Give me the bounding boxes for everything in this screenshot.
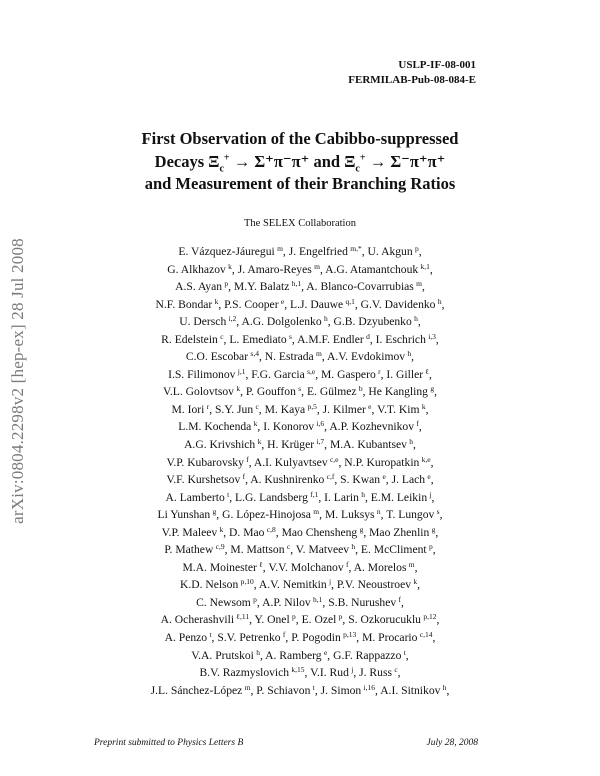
author-name: P.V. Neoustroev <box>336 578 412 592</box>
author-name: E. Gülmez <box>306 385 357 399</box>
author-name: A.S. Ayan <box>175 280 223 294</box>
author-affiliation: m <box>277 244 283 253</box>
author-line: E. Vázquez-Jáuregui $^m$, J. Engelfried $^{m,*}$, U. Akgun $^p$, <box>178 244 422 258</box>
author-affiliation: k <box>214 296 219 306</box>
author-name: P. Gouffon <box>245 385 296 399</box>
author-name: F.G. Garcia <box>251 367 305 381</box>
xi-c-plus-1: $\Xi_c^+$ <box>208 151 230 174</box>
author-name: R. Edelstein <box>161 332 218 346</box>
author-affiliation: q,1 <box>345 296 355 306</box>
author-name: P. Mathew <box>164 543 214 557</box>
author-line: Li Yunshan $^g$, G. López-Hinojosa $^m$, M. Luksys $^n$, T. Lungov $^s$, <box>157 507 443 522</box>
author-affiliation: k,e <box>421 454 431 464</box>
author-name: S. Kwan <box>340 473 381 487</box>
author-name: A.G. Krivshich <box>184 438 256 452</box>
author-affiliation: m,* <box>350 244 362 253</box>
decay-arrow-2: → <box>369 151 387 171</box>
author-affiliation: k <box>413 577 418 587</box>
author-affiliation: p <box>338 612 343 622</box>
author-affiliation: c <box>286 542 291 552</box>
author-affiliation: r <box>206 401 210 411</box>
title-line-1: First Observation of the Cabibbo-suppressed <box>141 129 459 148</box>
author-affiliation: p <box>224 279 229 289</box>
author-line: L.M. Kochenda $^k$, I. Konorov $^{i,6}$, A.P. Kozhevnikov $^f$, <box>178 419 422 434</box>
author-affiliation: c,f <box>326 472 335 482</box>
author-line: A. Ocherashvili $^{\ell,11}$, Y. Onel $^p$, E. Ozel $^p$, S. Ozkorucuklu $^{p,12}$, <box>160 612 440 627</box>
author-name: J.L. Sánchez-López <box>150 683 243 697</box>
author-name: M. Mattson <box>230 543 285 557</box>
author-affiliation: m <box>416 279 422 289</box>
author-affiliation: k <box>228 261 232 271</box>
author-affiliation: p <box>414 244 419 253</box>
author-affiliation: e <box>280 296 285 306</box>
author-affiliation: j <box>429 489 432 499</box>
author-line: U. Dersch $^{i,2}$, A.G. Dolgolenko $^h$, G.B. Dzyubenko $^h$, <box>179 314 421 329</box>
author-name: P. Schiavon <box>256 683 311 697</box>
author-affiliation: g <box>430 384 435 394</box>
author-affiliation: m <box>313 507 320 517</box>
author-affiliation: p,5 <box>307 401 317 411</box>
author-name: L. Emediato <box>229 332 287 346</box>
author-affiliation: k <box>219 524 224 534</box>
author-affiliation: g <box>212 507 217 517</box>
author-name: P.S. Cooper <box>224 297 279 311</box>
author-affiliation: s <box>288 331 292 341</box>
author-affiliation: e <box>382 472 386 482</box>
author-name: V.V. Molchanov <box>268 560 344 574</box>
author-affiliation: c,9 <box>215 542 225 552</box>
author-affiliation: k <box>236 384 241 394</box>
author-name: S.B. Nurushev <box>328 595 397 609</box>
submission-note: Preprint submitted to Physics Letters B <box>94 738 244 748</box>
author-affiliation: h <box>409 437 414 447</box>
author-affiliation: s,4 <box>250 349 259 359</box>
author-affiliation: t <box>209 630 212 640</box>
author-name: D. Mao <box>229 525 265 539</box>
decay2-products: Σ⁻π⁺π⁺ <box>390 151 446 171</box>
author-line: M. Iori $^r$, S.Y. Jun $^c$, M. Kaya $^{p,5}$, J. Kilmer $^e$, V.T. Kim $^k$, <box>171 401 429 416</box>
author-line: A. Penzo $^t$, S.V. Petrenko $^f$, P. Pogodin $^{p,13}$, M. Procario $^{c,14}$, <box>164 630 436 645</box>
author-affiliation: c <box>220 331 224 341</box>
author-affiliation: i,6 <box>316 419 325 429</box>
author-name: I.S. Filimonov <box>168 367 236 381</box>
author-affiliation: h <box>256 647 260 657</box>
author-affiliation: h <box>407 349 412 359</box>
collaboration-name: The SELEX Collaboration <box>244 218 356 229</box>
author-line: I.S. Filimonov $^{j,1}$, F.G. Garcia $^{s,e}$, M. Gaspero $^r$, I. Giller $^\ell$, <box>168 366 432 381</box>
author-affiliation: h <box>414 314 418 324</box>
author-affiliation: r <box>378 366 381 376</box>
author-name: Mao Zhenlin <box>369 525 430 539</box>
author-affiliation: k <box>253 419 258 429</box>
arxiv-stamp <box>6 206 30 556</box>
author-name: V.I. Rud <box>310 666 349 680</box>
author-name: Li Yunshan <box>157 508 211 522</box>
author-name: He Kangling <box>368 385 428 399</box>
author-name: M.Y. Balatz <box>233 280 290 294</box>
author-name: M.A. Moinester <box>182 560 257 574</box>
author-line: K.D. Nelson $^{p,10}$, A.V. Nemitkin $^j$, P.V. Neoustroev $^k$, <box>179 577 421 592</box>
author-name: M. Luksys <box>324 508 375 522</box>
title-line-2 <box>80 151 520 174</box>
author-affiliation: n <box>376 507 381 517</box>
author-name: M. Kaya <box>264 402 306 416</box>
author-line: P. Mathew $^{c,9}$, M. Mattson $^c$, V. Matveev $^h$, E. McCliment $^p$, <box>164 542 436 557</box>
author-line: V.P. Maleev $^k$, D. Mao $^{c,8}$, Mao Chensheng $^g$, Mao Zhenlin $^g$, <box>161 524 439 539</box>
author-name: T. Lungov <box>386 508 435 522</box>
author-affiliation: b <box>358 384 363 394</box>
author-name: J. Russ <box>359 666 392 680</box>
author-name: V.F. Kurshetsov <box>166 473 241 487</box>
author-name: A.I. Kulyavtsev <box>253 455 328 469</box>
page-footer <box>94 738 478 748</box>
author-name: I. Eschrich <box>375 332 426 346</box>
author-affiliation: ℓ <box>259 559 263 569</box>
author-affiliation: j,1 <box>237 366 246 376</box>
author-name: V.P. Maleev <box>161 525 218 539</box>
author-name: B.V. Razmyslovich <box>199 666 290 680</box>
author-line: V.A. Prutskoi $^h$, A. Ramberg $^e$, G.F. Rappazzo $^t$, <box>191 647 409 662</box>
author-name: A. Ocherashvili <box>160 613 235 627</box>
author-name: M. Gaspero <box>321 367 376 381</box>
author-name: P. Pogodin <box>291 631 341 645</box>
author-affiliation: h,1 <box>313 594 323 604</box>
author-name: E. McCliment <box>360 543 427 557</box>
author-line: B.V. Razmyslovich $^{k,15}$, V.I. Rud $^j$, J. Russ $^c$, <box>199 665 401 680</box>
author-affiliation: j <box>351 665 354 675</box>
author-name: G.B. Dzyubenko <box>333 315 412 329</box>
author-affiliation: g <box>359 524 364 534</box>
author-affiliation: h <box>323 314 328 324</box>
author-affiliation: m <box>244 682 251 692</box>
author-name: V. Matveev <box>295 543 350 557</box>
author-affiliation: j <box>328 577 332 587</box>
author-affiliation: s <box>436 507 440 517</box>
author-name: A.G. Dolgolenko <box>241 315 322 329</box>
title-decays-word: Decays <box>154 151 205 171</box>
author-name: L.M. Kochenda <box>178 420 252 434</box>
author-affiliation: h <box>351 542 356 552</box>
author-affiliation: e <box>427 472 431 482</box>
author-line: C.O. Escobar $^{s,4}$, N. Estrada $^m$, A.V. Evdokimov $^h$, <box>185 349 415 364</box>
author-line: C. Newsom $^p$, A.P. Nilov $^{h,1}$, S.B. Nurushev $^f$, <box>196 594 404 609</box>
author-name: J. Engelfried <box>288 245 348 258</box>
author-line: N.F. Bondar $^k$, P.S. Cooper $^e$, L.J. Dauwe $^{q,1}$, G.V. Davidenko $^h$, <box>155 296 445 311</box>
author-list <box>70 243 530 699</box>
author-name: H. Krüger <box>267 438 315 452</box>
author-name: V.P. Kubarovsky <box>166 455 244 469</box>
author-affiliation: k,1 <box>420 261 430 271</box>
author-affiliation: f <box>416 419 419 429</box>
author-line: R. Edelstein $^c$, L. Emediato $^s$, A.M.F. Endler $^d$, I. Eschrich $^{i,3}$, <box>161 331 439 346</box>
author-name: J. Simon <box>320 683 362 697</box>
author-name: L.G. Landsberg <box>235 490 308 504</box>
author-affiliation: f <box>282 630 286 640</box>
author-affiliation: f <box>242 472 246 482</box>
author-name: M. Iori <box>171 402 205 416</box>
decay1-products: Σ⁺π⁻π⁺ <box>254 151 310 171</box>
author-name: G.F. Rappazzo <box>333 648 402 662</box>
author-affiliation: i,3 <box>428 331 436 341</box>
author-affiliation: f <box>345 559 349 569</box>
author-name: I. Larin <box>324 490 359 504</box>
author-line: J.L. Sánchez-López $^m$, P. Schiavon $^t$, J. Simon $^{i,16}$, A.I. Sitnikov $^h$, <box>150 682 450 697</box>
author-name: C.O. Escobar <box>185 350 249 364</box>
author-affiliation: c,14 <box>419 630 433 640</box>
author-affiliation: d <box>366 331 370 341</box>
author-affiliation: e <box>368 401 372 411</box>
author-line: A. Lamberto $^t$, L.G. Landsberg $^{f,1}$, I. Larin $^h$, E.M. Leikin $^j$, <box>165 489 435 504</box>
author-affiliation: m <box>316 349 322 359</box>
author-affiliation: t <box>403 647 406 657</box>
author-affiliation: m <box>408 559 415 569</box>
author-affiliation: t <box>312 682 315 692</box>
report-number-uaslp: USLP-IF-08-001 <box>398 59 476 71</box>
title-and-word: and <box>313 151 341 171</box>
author-affiliation: c,e <box>329 454 339 464</box>
author-affiliation: k <box>421 401 426 411</box>
author-name: V.T. Kim <box>377 402 420 416</box>
author-name: S.Y. Jun <box>214 402 254 416</box>
author-name: L.J. Dauwe <box>290 297 344 311</box>
title-line-3: and Measurement of their Branching Ratios <box>144 174 456 193</box>
author-name: A.M.F. Endler <box>297 332 364 346</box>
author-name: A.V. Evdokimov <box>327 350 406 364</box>
author-name: S.V. Petrenko <box>217 631 281 645</box>
author-affiliation: h <box>437 296 442 306</box>
author-affiliation: m <box>314 261 320 271</box>
author-name: A.P. Kozhevnikov <box>329 420 415 434</box>
author-name: I. Konorov <box>263 420 315 434</box>
author-name: J. Amaro-Reyes <box>237 262 312 276</box>
author-affiliation: h <box>361 489 365 499</box>
author-affiliation: ℓ,11 <box>236 612 250 622</box>
author-name: I. Giller <box>386 367 424 381</box>
author-name: G. Alkhazov <box>167 262 226 276</box>
author-name: S. Ozkorucuklu <box>348 613 421 627</box>
report-numbers <box>348 58 476 88</box>
author-name: A.I. Sitnikov <box>380 683 441 697</box>
author-name: A. Morelos <box>353 560 407 574</box>
author-name: E. Ozel <box>301 613 337 627</box>
author-affiliation: k,15 <box>291 665 305 675</box>
author-affiliation: p <box>253 594 257 604</box>
author-name: N. Estrada <box>264 350 314 364</box>
author-line: A.S. Ayan $^p$, M.Y. Balatz $^{h,1}$, A. Blanco-Covarrubias $^m$, <box>175 279 425 294</box>
author-name: M.A. Kubantsev <box>329 438 407 452</box>
author-name: V.L. Golovtsov <box>163 385 234 399</box>
author-name: A. Penzo <box>164 631 208 645</box>
author-name: J. Kilmer <box>322 402 366 416</box>
author-name: E. Vázquez-Jáuregui <box>178 245 275 258</box>
footer-date: July 28, 2008 <box>426 738 478 748</box>
report-number-fermilab: FERMILAB-Pub-08-084-E <box>348 74 476 86</box>
author-affiliation: f <box>246 454 249 464</box>
author-affiliation: c <box>394 665 398 675</box>
author-line: V.F. Kurshetsov $^f$, A. Kushnirenko $^{c,f}$, S. Kwan $^e$, J. Lach $^e$, <box>166 472 434 487</box>
author-name: A. Lamberto <box>165 490 225 504</box>
author-name: G.V. Davidenko <box>360 297 436 311</box>
author-affiliation: c <box>255 401 259 411</box>
author-name: C. Newsom <box>196 595 251 609</box>
author-affiliation: p,13 <box>343 630 357 640</box>
author-affiliation: e <box>323 647 328 657</box>
author-affiliation: s <box>298 384 302 394</box>
author-name: A.G. Atamantchouk <box>325 262 419 276</box>
author-name: G. López-Hinojosa <box>222 508 311 522</box>
author-name: A.V. Nemitkin <box>258 578 327 592</box>
author-name: N.P. Kuropatkin <box>344 455 420 469</box>
author-name: E.M. Leikin <box>370 490 428 504</box>
author-affiliation: g <box>431 524 436 534</box>
author-name: M. Procario <box>362 631 418 645</box>
author-name: A. Ramberg <box>265 648 322 662</box>
paper-title <box>80 128 520 196</box>
xi-c-plus-2: $\Xi_c^+$ <box>344 151 366 174</box>
author-name: U. Akgun <box>367 245 413 258</box>
arxiv-identifier[interactable]: arXiv:0804.2298v2 [hep-ex] 28 Jul 2008 <box>8 238 28 524</box>
author-name: V.A. Prutskoi <box>191 648 254 662</box>
author-affiliation: i,7 <box>316 437 325 447</box>
author-affiliation: p <box>292 612 296 622</box>
author-name: U. Dersch <box>179 315 227 329</box>
author-name: Y. Onel <box>254 613 290 627</box>
author-affiliation: p <box>428 542 433 552</box>
author-affiliation: h,1 <box>291 279 302 289</box>
author-line: V.L. Golovtsov $^k$, P. Gouffon $^s$, E. Gülmez $^b$, He Kangling $^g$, <box>163 384 437 399</box>
author-affiliation: h <box>442 682 447 692</box>
author-affiliation: t <box>227 489 230 499</box>
author-name: A.P. Nilov <box>262 595 311 609</box>
author-affiliation: p,12 <box>423 612 437 622</box>
author-affiliation: s,e <box>307 366 316 376</box>
author-name: A. Blanco-Covarrubias <box>306 280 414 294</box>
author-affiliation: i,2 <box>228 314 237 324</box>
author-line: M.A. Moinester $^\ell$, V.V. Molchanov $^f$, A. Morelos $^m$, <box>182 559 418 574</box>
decay-arrow-1: → <box>233 151 251 171</box>
author-name: N.F. Bondar <box>155 297 213 311</box>
author-affiliation: p,10 <box>240 577 254 587</box>
author-affiliation: k <box>257 437 262 447</box>
author-affiliation: f <box>398 594 402 604</box>
author-name: A. Kushnirenko <box>250 473 325 487</box>
author-name: K.D. Nelson <box>179 578 239 592</box>
author-line: V.P. Kubarovsky $^f$, A.I. Kulyavtsev $^{c,e}$, N.P. Kuropatkin $^{k,e}$, <box>166 454 434 469</box>
author-line: G. Alkhazov $^k$, J. Amaro-Reyes $^m$, A.G. Atamantchouk $^{k,1}$, <box>167 261 433 276</box>
author-line: A.G. Krivshich $^k$, H. Krüger $^{i,7}$, M.A. Kubantsev $^h$, <box>184 437 416 452</box>
author-affiliation: i,16 <box>363 682 376 692</box>
author-affiliation: c,8 <box>266 524 276 534</box>
author-name: J. Lach <box>391 473 426 487</box>
author-affiliation: ℓ <box>425 366 429 376</box>
author-affiliation: f,1 <box>310 489 319 499</box>
author-name: Mao Chensheng <box>281 525 358 539</box>
